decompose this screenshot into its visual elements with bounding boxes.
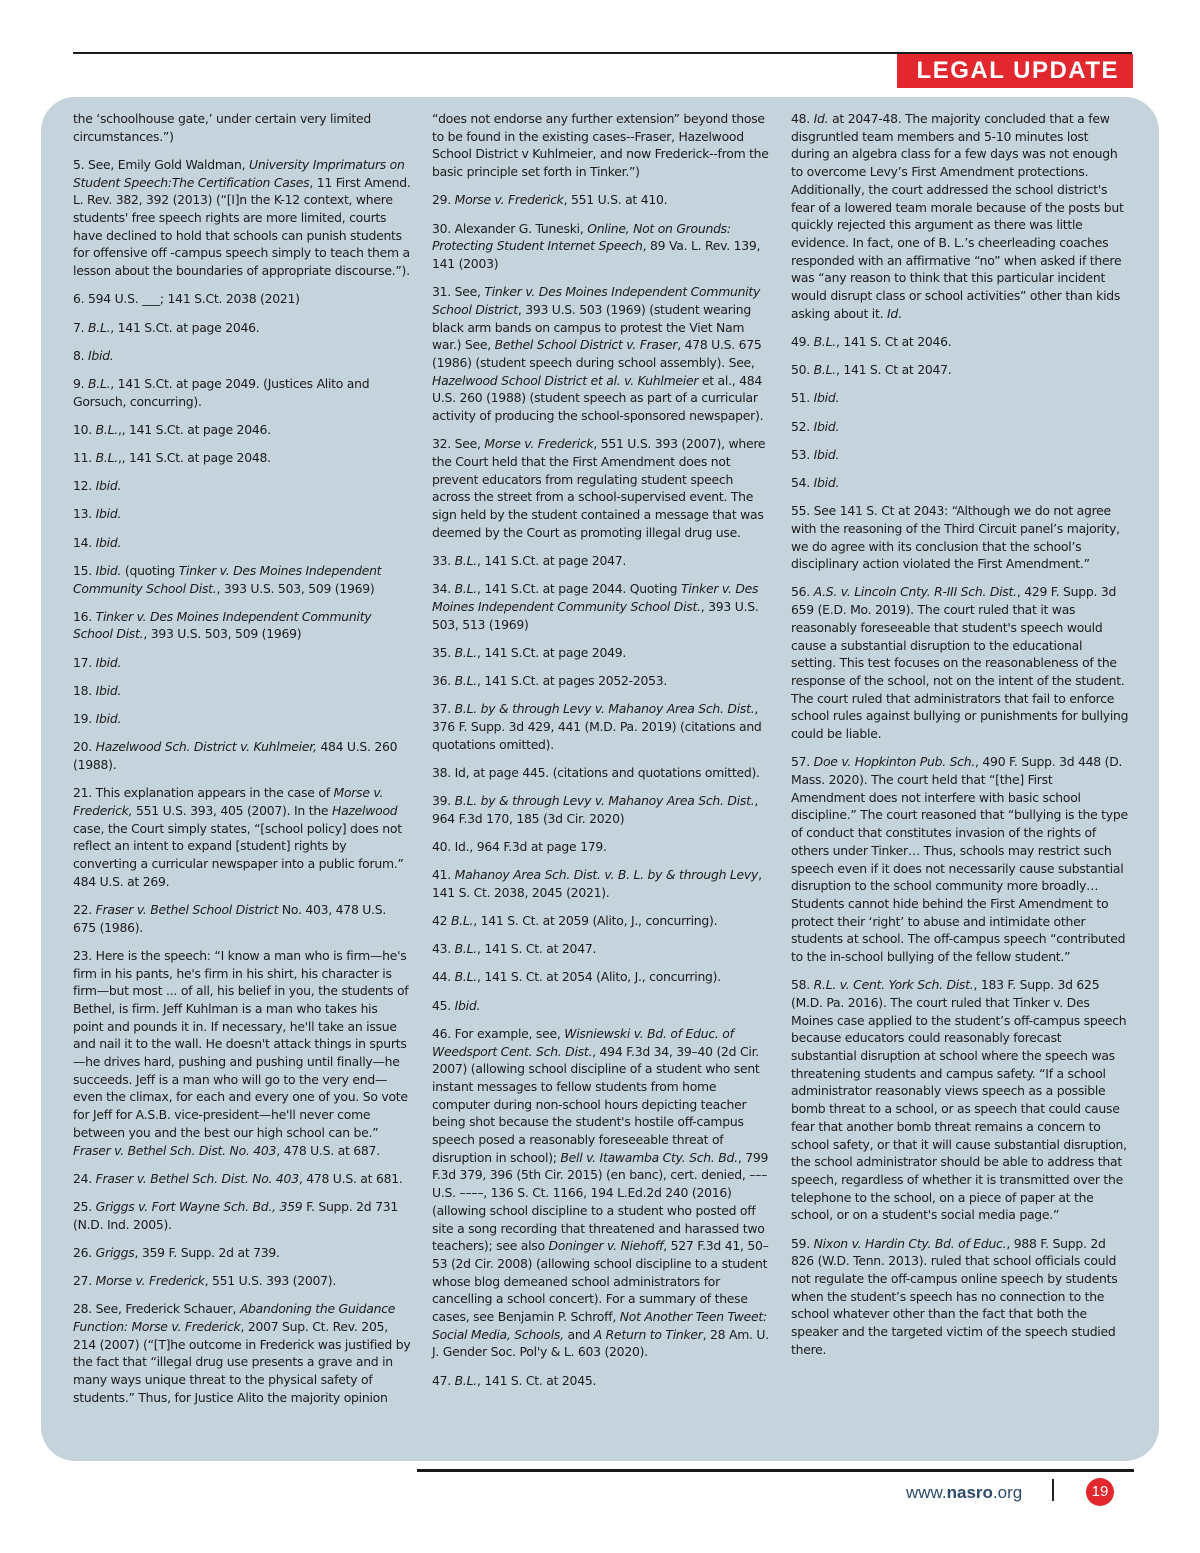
endnote: 14. Ibid. [73, 534, 122, 550]
endnote: 46. For example, see, Wisniewski v. Bd. of Educ. of Weedsport Cent. Sch. Dist., 494 F.3d 34, 39–40 (2d Cir. 2007) (allowing school discipline of a student who sent instant messages to fellow students from home computer during non-school hours depicting teacher being shot because the student's hostile off-campus speech posed a reasonably foreseeable threat of disruption in school); Bell v. Itawamba Cty. Sch. Bd., 799 F.3d 379, 396 (5th Cir. 2015) (en banc), cert. denied, ––– U.S. ––––, 136 S. Ct. 1166, 194 L.Ed.2d 240 (2016) (allowing school discipline to a student who posted off site a song recording that threatened and harassed two teachers); see also Doninger v. Niehoff, 527 F.3d 41, 50–53 (2d Cir. 2008) (allowing school discipline to a student whose blog demeaned school administrators for cancelling a school concert). For a summary of these cases, see Benjamin P. Schroff, Not Another Teen Tweet: Social Media, Schools, and A Return to Tinker, 28 Am. U. J. Gender Soc. Pol'y & L. 603 (2020). [432, 1025, 769, 1360]
endnote: 39. B.L. by & through Levy v. Mahanoy Area Sch. Dist., 964 F.3d 170, 185 (3d Cir. 2020) [432, 793, 759, 826]
endnote: 17. Ibid. [73, 654, 122, 670]
endnote: 54. Ibid. [791, 474, 840, 490]
endnote: 23. Here is the speech: “I know a man who is firm—he's firm in his pants, he's firm in his shirt, his character is firm—but most ... of all, his belief in you, the students of Bethel, is firm. Jeff Kuhlman is a man who takes his point and pounds it in. If necessary, he'll take an issue and nail it to the wall. He doesn't attack things in spurts—he drives hard, pushing and pushing until finally—he succeeds. Jeff is a man who will go to the very end—even the climax, for each and every one of you. So vote for Jeff for A.S.B. vice-president—he'll never come between you and the best our high school can be.” Fraser v. Bethel Sch. Dist. No. 403, 478 U.S. at 687. [73, 947, 409, 1158]
endnote: 59. Nixon v. Hardin Cty. Bd. of Educ., 988 F. Supp. 2d 826 (W.D. Tenn. 2013). ruled that school officials could not regulate the off-campus online speech by students when the student’s speech has no connection to the school whatever other than the fact that both the speaker and the targeted victim of the speech studied there. [791, 1235, 1118, 1357]
endnote: 7. B.L., 141 S.Ct. at page 2046. [73, 319, 260, 335]
bottom-rule [417, 1469, 1134, 1472]
endnote: 58. R.L. v. Cent. York Sch. Dist., 183 F. Supp. 3d 625 (M.D. Pa. 2016). The court ruled that Tinker v. Des Moines case applied to the student’s off-campus speech because educators could reasonably forecast substantial disruption at school where the speech was threatening students and campus safety. “If a school administrator reasonably views speech as a possible bomb threat to a school, or as speech that could cause fear that another bomb threat remains a concern to school safety, or that it will cause substantial disruption, the school administrator should be able to address that speech, regardless of whether it is transmitted over the telephone to the school, on a piece of paper at the school, or on a student's social media page.” [791, 977, 1127, 1223]
endnote: 29. Morse v. Frederick, 551 U.S. at 410. [432, 192, 668, 208]
endnote: 31. See, Tinker v. Des Moines Independent Community School District, 393 U.S. 503 (1969) (student wearing black arm bands on campus to protest the Viet Nam war.) See, Bethel School District v. Fraser, 478 U.S. 675 (1986) (student speech during school assembly). See, Hazelwood School District et al. v. Kuhlmeier et al., 484 U.S. 260 (1988) (student speech as part of a curricular activity of producing the school-sponsored newspaper). [432, 284, 764, 424]
endnote: 26. Griggs, 359 F. Supp. 2d at 739. [73, 1244, 280, 1260]
endnote: 56. A.S. v. Lincoln Cnty. R-III Sch. Dist., 429 F. Supp. 3d 659 (E.D. Mo. 2019). The court ruled that it was reasonably foreseeable that student's speech would cause a substantial disruption to the educational setting. This test focuses on the reasonableness of the response of the school, not on the intent of the student. The court ruled that administrators that fail to enforce school rules against bullying or punishments for bullying could be liable. [791, 584, 1129, 742]
endnote: 6. 594 U.S. ___; 141 S.Ct. 2038 (2021) [73, 291, 300, 307]
endnote: 37. B.L. by & through Levy v. Mahanoy Area Sch. Dist., 376 F. Supp. 3d 429, 441 (M.D. Pa. 2019) (citations and quotations omitted). [432, 701, 762, 752]
endnote: 18. Ibid. [73, 682, 122, 698]
url-brand: nasro [946, 1483, 993, 1502]
endnote: 11. B.L.,, 141 S.Ct. at page 2048. [73, 450, 271, 466]
url-suffix: .org [992, 1483, 1023, 1502]
notes-column-1 [73, 110, 411, 1417]
endnote: 15. Ibid. (quoting Tinker v. Des Moines Independent Community School Dist., 393 U.S. 503, 509 (1969) [73, 562, 382, 596]
endnote: 10. B.L.,, 141 S.Ct. at page 2046. [73, 421, 271, 437]
endnote: 42 B.L., 141 S. Ct. at 2059 (Alito, J., concurring). [432, 913, 718, 929]
endnote: 36. B.L., 141 S.Ct. at pages 2052-2053. [432, 672, 668, 688]
endnote: 34. B.L., 141 S.Ct. at page 2044. Quoting Tinker v. Des Moines Independent Community School Dist., 393 U.S. 503, 513 (1969) [432, 581, 759, 632]
endnote: “does not endorse any further extension” beyond those to be found in the existing cases--Fraser, Hazelwood School District v Kuhlmeier, and now Frederick--from the basic principle set forth in Tinker.”) [432, 111, 769, 180]
section-banner: LEGAL UPDATE [897, 54, 1133, 88]
endnote: 13. Ibid. [73, 506, 122, 522]
endnote: 27. Morse v. Frederick, 551 U.S. 393 (2007). [73, 1273, 337, 1289]
endnote: 44. B.L., 141 S. Ct. at 2054 (Alito, J., concurring). [432, 969, 721, 985]
website-link[interactable] [906, 1483, 1022, 1503]
endnote: 5. See, Emily Gold Waldman, University Imprimaturs on Student Speech:The Certification Cases, 11 First Amend. L. Rev. 382, 392 (2013) (“[I]n the K-12 context, where students' free speech rights are more limited, courts have declined to hold that schools can punish students for offensive off -campus speech simply to teach them a lesson about the boundaries of appropriate discourse.”). [73, 156, 411, 279]
endnote: 43. B.L., 141 S. Ct. at 2047. [432, 941, 597, 957]
endnote: 12. Ibid. [73, 478, 122, 494]
endnote: 20. Hazelwood Sch. District v. Kuhlmeier, 484 U.S. 260 (1988). [73, 739, 398, 772]
endnote: 50. B.L., 141 S. Ct at 2047. [791, 362, 952, 378]
notes-column-2 [432, 110, 770, 1400]
endnote: 41. Mahanoy Area Sch. Dist. v. B. L. by & through Levy, 141 S. Ct. 2038, 2045 (2021). [432, 867, 762, 900]
endnote: the ‘schoolhouse gate,’ under certain very limited circumstances.”) [73, 111, 372, 144]
notes-column-3 [791, 110, 1129, 1369]
endnote: 53. Ibid. [791, 446, 840, 462]
page-number: 19 [1086, 1478, 1114, 1506]
endnote: 38. Id, at page 445. (citations and quotations omitted). [432, 764, 760, 780]
endnote: 19. Ibid. [73, 711, 122, 727]
endnote: 52. Ibid. [791, 418, 840, 434]
endnote: 51. Ibid. [791, 390, 840, 406]
endnote: 48. Id. at 2047-48. The majority concluded that a few disgruntled team members and 5-10 minutes lost during an algebra class for a few days was not enough to overcome Levy’s First Amendment protections. Additionally, the court addressed the school district's fear of a lowered team morale because of the posts but quickly rejected this argument as there was little evidence. In fact, one of B. L.’s cheerleading coaches responded with an affirmative “no” when asked if there was “any reason to think that this particular incident would disrupt class or school activities” other than kids asking about it. Id. [791, 111, 1124, 321]
endnote: 16. Tinker v. Des Moines Independent Community School Dist., 393 U.S. 503, 509 (1969) [73, 608, 372, 642]
endnote: 49. B.L., 141 S. Ct at 2046. [791, 333, 952, 349]
endnote: 32. See, Morse v. Frederick, 551 U.S. 393 (2007), where the Court held that the First Amendment does not prevent educators from regulating student speech across the street from a school-supervised event. The sign held by the student contained a message that was deemed by the Court as promoting illegal drug use. [432, 436, 766, 540]
endnote: 25. Griggs v. Fort Wayne Sch. Bd., 359 F. Supp. 2d 731 (N.D. Ind. 2005). [73, 1198, 398, 1232]
endnote: 30. Alexander G. Tuneski, Online, Not on Grounds: Protecting Student Internet Speech, 89 Va. L. Rev. 139, 141 (2003) [432, 220, 761, 271]
endnote: 40. Id., 964 F.3d at page 179. [432, 838, 607, 854]
endnote: 24. Fraser v. Bethel Sch. Dist. No. 403, 478 U.S. at 681. [73, 1170, 403, 1186]
endnote: 28. See, Frederick Schauer, Abandoning the Guidance Function: Morse v. Frederick, 2007 Sup. Ct. Rev. 205, 214 (2007) (“[T]he outcome in Frederick was justified by the fact that “illegal drug use presents a grave and in many ways unique threat to the physical safety of students.” Thus, for Justice Alito the majority opinion [73, 1301, 411, 1405]
url-prefix: www. [906, 1483, 947, 1502]
endnote: 33. B.L., 141 S.Ct. at page 2047. [432, 552, 627, 568]
endnote: 45. Ibid. [432, 997, 481, 1013]
footer-separator [1052, 1479, 1054, 1501]
endnote: 9. B.L., 141 S.Ct. at page 2049. (Justices Alito and Gorsuch, concurring). [73, 375, 370, 409]
endnote: 8. Ibid. [73, 347, 114, 363]
endnote: 55. See 141 S. Ct at 2043: “Although we do not agree with the reasoning of the Third Circuit panel’s majority, we do agree with its conclusion that the school’s disciplinary action violated the First Amendment.” [791, 503, 1120, 572]
endnote: 21. This explanation appears in the case of Morse v. Frederick, 551 U.S. 393, 405 (2007). In the Hazelwood case, the Court simply states, “[school policy] does not reflect an intent to expand [student] rights by converting a curricular newspaper into a public forum.” 484 U.S. at 269. [73, 785, 404, 889]
endnote: 22. Fraser v. Bethel School District No. 403, 478 U.S. 675 (1986). [73, 901, 387, 935]
endnote: 47. B.L., 141 S. Ct. at 2045. [432, 1372, 597, 1388]
endnote: 35. B.L., 141 S.Ct. at page 2049. [432, 644, 627, 660]
endnote: 57. Doe v. Hopkinton Pub. Sch., 490 F. Supp. 3d 448 (D. Mass. 2020). The court held that “[the] First Amendment does not interfere with basic school discipline.” The court reasoned that “bullying is the type of conduct that constitutes invasion of the rights of others under Tinker… Thus, schools may restrict such speech even if it does not necessarily cause substantial disruption to the school community more broadly… Students cannot hide behind the First Amendment to protect their ‘right’ to abuse and intimidate other students at school. The off-campus speech “contributed to the in-school bullying of the fellow student.” [791, 754, 1128, 965]
